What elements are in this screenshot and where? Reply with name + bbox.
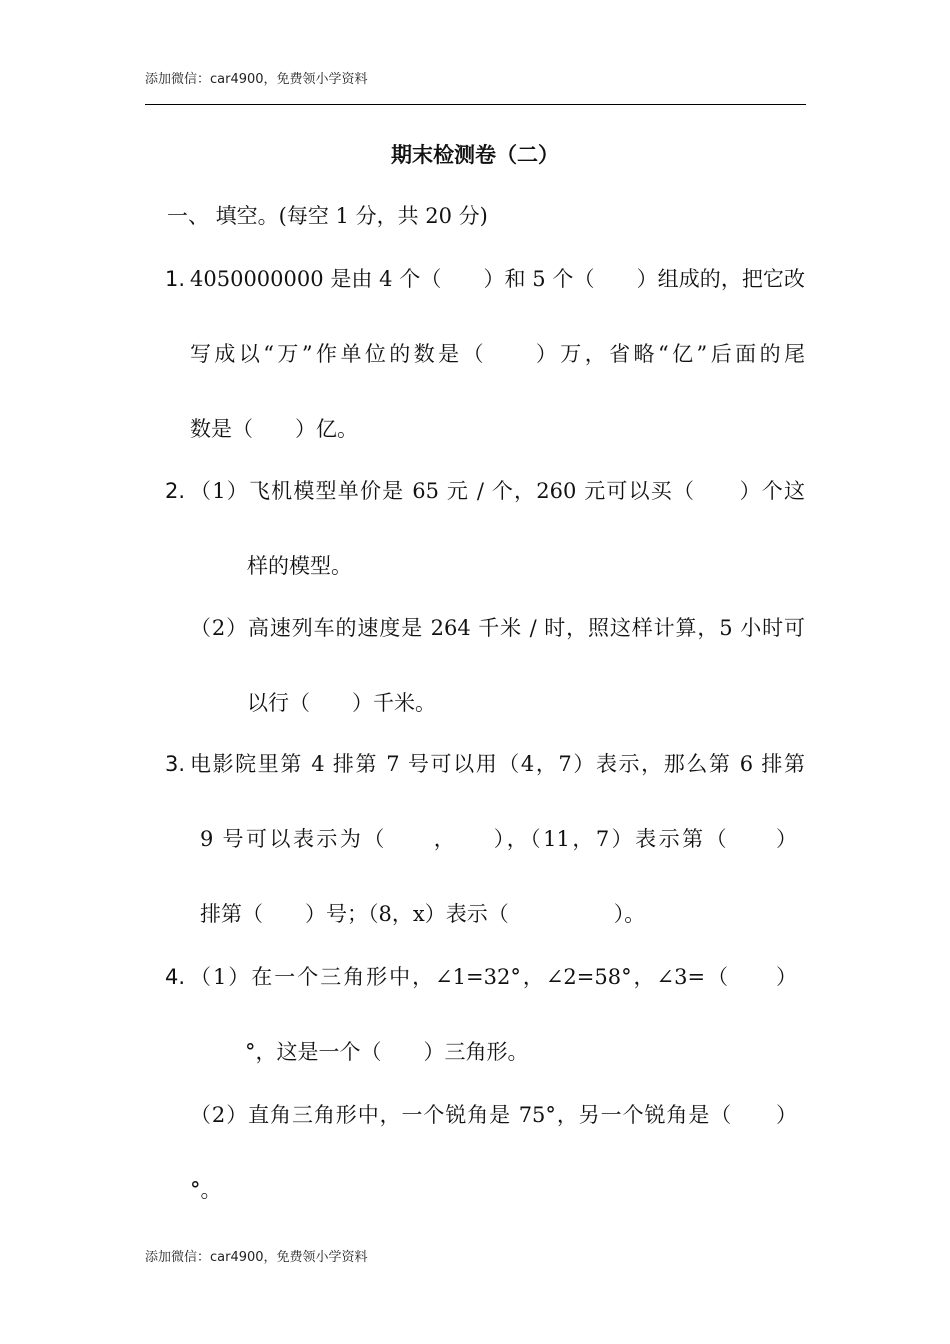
question-line: °，这是一个（ ）三角形。 <box>245 1040 529 1064</box>
question-line: 数是（ ）亿。 <box>190 417 358 441</box>
question-number: 1. <box>165 267 186 291</box>
question-line: 排第（ ）号；（8，x）表示（ ）。 <box>200 902 646 926</box>
question-line: 电影院里第 4 排第 7 号可以用（4，7）表示，那么第 6 排第 <box>190 752 805 776</box>
page-title: 期末检测卷（二） <box>391 142 559 167</box>
question-line: （1）飞机模型单价是 65 元 / 个，260 元可以买（ ）个这 <box>190 479 805 503</box>
page-header: 添加微信：car4900，免费领小学资料 <box>145 72 368 87</box>
question-number: 3. <box>165 752 186 776</box>
header-rule <box>145 104 806 105</box>
question-line: °。 <box>190 1178 222 1202</box>
question-line: 样的模型。 <box>247 554 352 578</box>
page-footer: 添加微信：car4900，免费领小学资料 <box>145 1250 368 1265</box>
question-line: 9 号可以表示为（ ， ），（11，7）表示第（ ） <box>200 827 797 851</box>
question-line: （1）在一个三角形中，∠1=32°，∠2=58°，∠3=（ ） <box>190 965 797 989</box>
section-heading: 一、 填空。(每空 1 分，共 20 分) <box>167 204 488 228</box>
question-line: （2）直角三角形中，一个锐角是 75°，另一个锐角是（ ） <box>190 1103 797 1127</box>
question-line: （2）高速列车的速度是 264 千米 / 时，照这样计算，5 小时可 <box>190 616 805 640</box>
question-number: 4. <box>165 965 186 989</box>
question-number: 2. <box>165 479 186 503</box>
question-line: 写成以“万”作单位的数是（ ）万，省略“亿”后面的尾 <box>190 342 805 366</box>
question-line: 4050000000 是由 4 个（ ）和 5 个（ ）组成的，把它改 <box>190 267 805 291</box>
question-line: 以行（ ）千米。 <box>247 691 436 715</box>
